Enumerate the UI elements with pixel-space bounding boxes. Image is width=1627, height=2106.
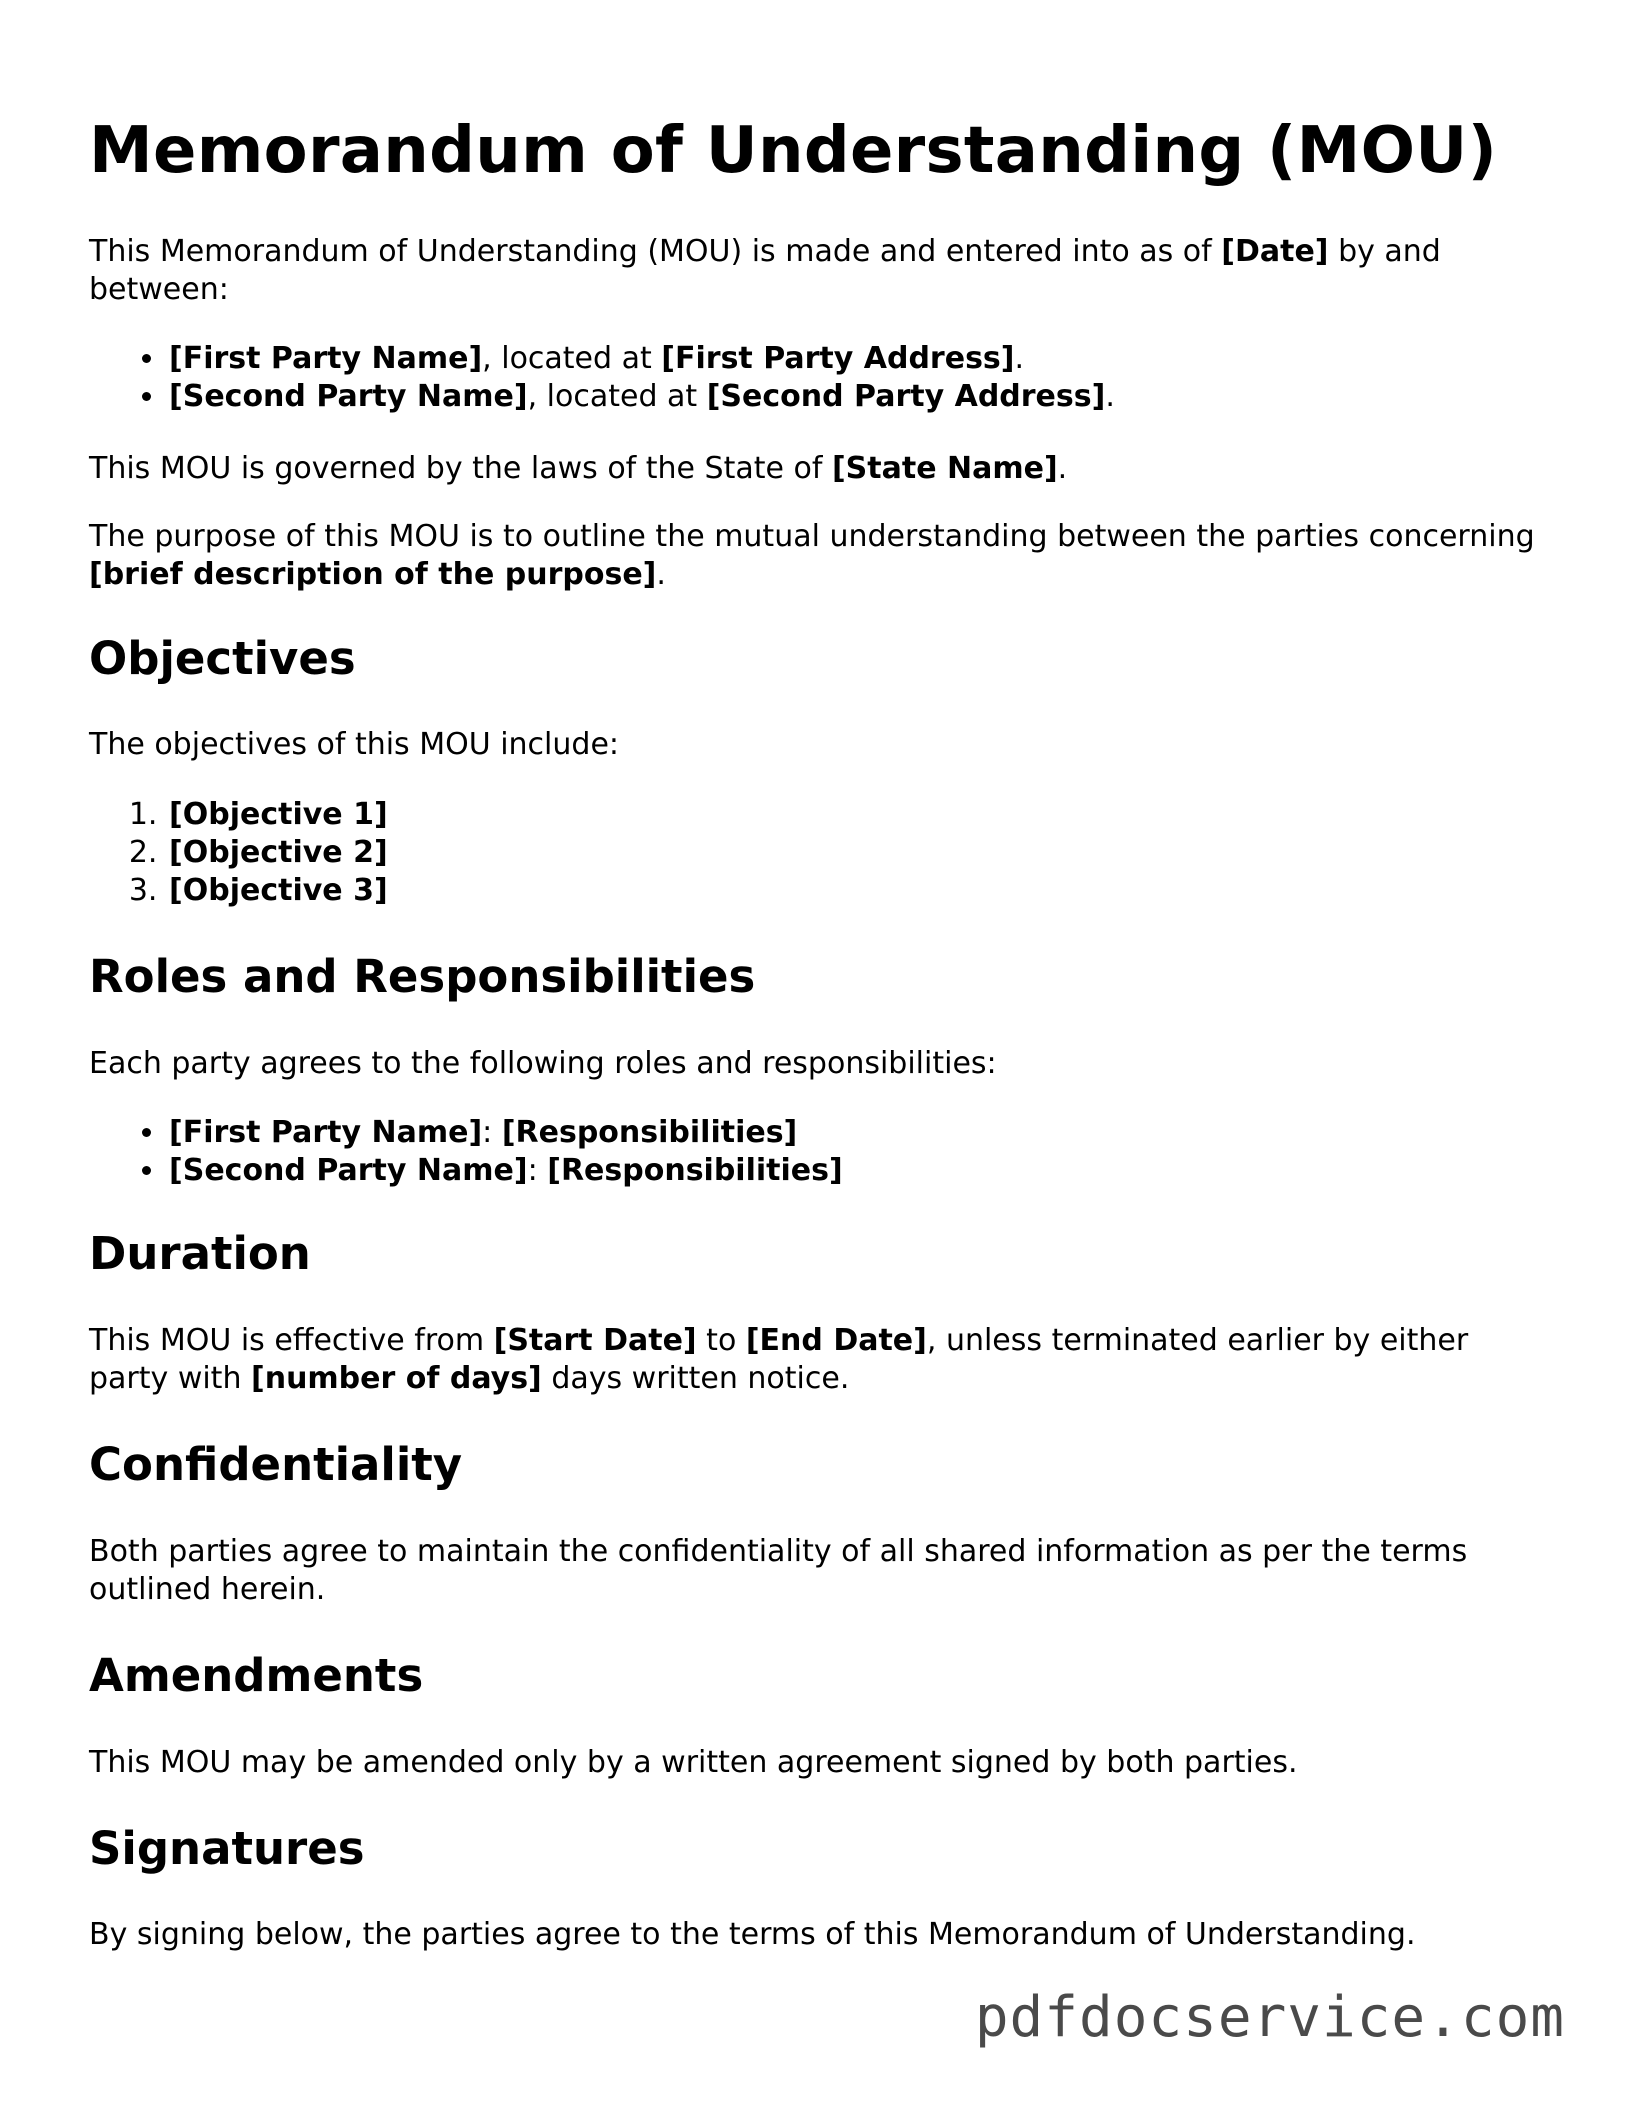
governing-prefix: This MOU is governed by the laws of the State of [89,451,832,486]
role-separator: : [527,1153,548,1188]
duration-days: [number of days] [251,1361,542,1396]
objectives-list [89,796,1627,910]
amendments-heading: Amendments [89,1649,424,1702]
list-item [167,1152,1627,1190]
signatures-paragraph: By signing below, the parties agree to the terms of this Memorandum of Understanding. [89,1917,1416,1952]
party-connector: , located at [527,379,707,414]
duration-end: [End Date] [745,1323,927,1358]
list-item [167,340,1627,378]
purpose-description: [brief description of the purpose] [89,557,657,592]
role-separator: : [482,1115,502,1150]
roles-heading: Roles and Responsibilities [89,950,756,1003]
roles-intro: Each party agrees to the following roles and responsibilities: [89,1046,997,1081]
parties-list [89,340,1627,416]
confidentiality-paragraph: Both parties agree to maintain the confidentiality of all shared information as per the terms outlined herein. [89,1534,1468,1607]
governing-state: [State Name] [831,451,1058,486]
duration-text: days written notice. [541,1361,850,1396]
party-address: [First Party Address] [661,341,1015,376]
confidentiality-heading: Confidentiality [89,1438,463,1491]
party-name: [Second Party Name] [169,379,528,414]
list-item [167,796,1627,834]
list-item [167,834,1627,872]
role-party: [First Party Name] [169,1115,483,1150]
party-end: . [1014,341,1025,376]
role-responsibilities: [Responsibilities] [501,1115,798,1150]
duration-text: This MOU is effective from [89,1323,494,1358]
list-item [167,1114,1627,1152]
list-item [167,872,1627,910]
party-name: [First Party Name] [169,341,483,376]
list-item [167,378,1627,416]
document-title: Memorandum of Understanding (MOU) [89,114,1498,188]
duration-heading: Duration [89,1227,311,1280]
party-address: [Second Party Address] [706,379,1106,414]
intro-date: [Date] [1221,234,1329,269]
duration-text: to [696,1323,746,1358]
roles-list [89,1114,1627,1190]
purpose-end: . [656,557,666,592]
amendments-paragraph: This MOU may be amended only by a written agreement signed by both parties. [89,1745,1298,1780]
role-responsibilities: [Responsibilities] [547,1153,843,1188]
purpose-prefix: The purpose of this MOU is to outline the mutual understanding between the parties concerning [89,519,1535,554]
intro-prefix: This Memorandum of Understanding (MOU) is made and entered into as of [89,234,1222,269]
objectives-intro: The objectives of this MOU include: [89,727,620,762]
objective-item: [Objective 2] [169,835,388,870]
objective-item: [Objective 1] [169,797,388,832]
purpose-paragraph [89,518,1549,594]
governing-end: . [1057,451,1068,486]
duration-start: [Start Date] [493,1323,697,1358]
signatures-heading: Signatures [89,1822,365,1875]
objective-item: [Objective 3] [169,873,388,908]
watermark: pdfdocservice.com [974,1985,1565,2050]
role-party: [Second Party Name] [169,1153,528,1188]
intro-suffix: by and between: [89,234,1441,307]
intro-paragraph [89,233,1549,309]
duration-text: , unless terminated earlier by either party with [89,1323,1469,1396]
governing-paragraph [89,450,1549,488]
party-connector: , located at [482,341,662,376]
duration-paragraph [89,1322,1549,1398]
objectives-heading: Objectives [89,632,356,685]
party-end: . [1105,379,1115,414]
